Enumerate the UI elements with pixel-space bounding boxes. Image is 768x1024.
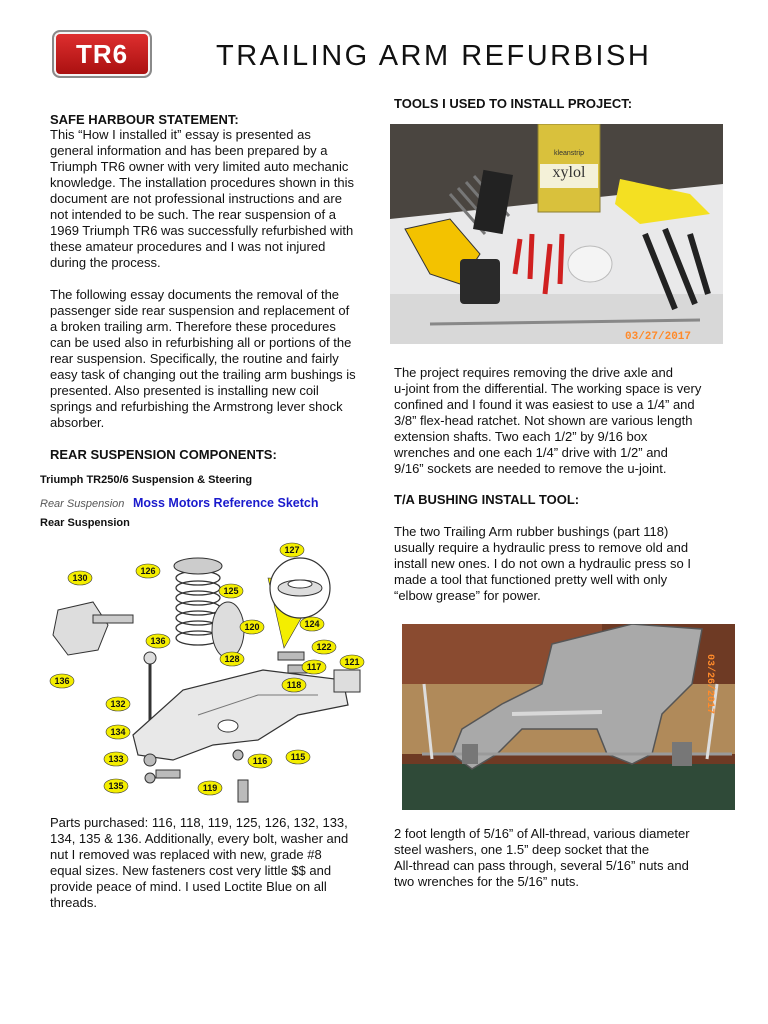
svg-text:125: 125 bbox=[223, 586, 239, 596]
trailing-arm-photo bbox=[402, 624, 735, 810]
svg-text:120: 120 bbox=[244, 622, 260, 632]
text-line: can be used also in refurbishing all or portions of the bbox=[50, 335, 352, 350]
text-line: extension shafts. Two each 1/2” by 9/16 box bbox=[394, 429, 648, 444]
part-label-126 bbox=[136, 564, 160, 578]
svg-text:115: 115 bbox=[290, 752, 306, 762]
text-line: threads. bbox=[50, 895, 97, 910]
safe-harbour-text bbox=[50, 127, 378, 271]
svg-text:130: 130 bbox=[72, 573, 88, 583]
part-label-115 bbox=[286, 750, 310, 764]
page-title: TRAILING ARM REFURBISH bbox=[216, 40, 652, 72]
part-label-136 bbox=[146, 634, 170, 648]
text-line: these amateur procedures and I was not injured bbox=[50, 239, 326, 254]
text-line: The two Trailing Arm rubber bushings (part 118) bbox=[394, 524, 669, 539]
text-line: presented. Also presented is installing new coil bbox=[50, 383, 319, 398]
sketch-drawing bbox=[38, 530, 378, 810]
moss-reference-label: Moss Motors Reference Sketch bbox=[133, 496, 319, 510]
part-label-118 bbox=[282, 678, 306, 692]
text-line: Parts purchased: 116, 118, 119, 125, 126, 132, 133, bbox=[50, 815, 348, 830]
svg-text:119: 119 bbox=[202, 783, 218, 793]
safe-harbour-heading: SAFE HARBOUR STATEMENT: bbox=[50, 112, 239, 127]
xylol-can-label: xylol bbox=[552, 164, 586, 181]
text-line: u-joint from the differential. The working space is very bbox=[394, 381, 702, 396]
part-label-135 bbox=[104, 779, 128, 793]
text-line: general information and has been prepared by a bbox=[50, 143, 328, 158]
text-line: All-thread can pass through, several 5/16” nuts and bbox=[394, 858, 689, 873]
text-line: confined and I found it was easiest to use a 1/4” and bbox=[394, 397, 695, 412]
text-line: springs and refurbishing the Armstrong lever shock bbox=[50, 399, 343, 414]
all-thread-text bbox=[394, 826, 723, 890]
svg-text:134: 134 bbox=[110, 727, 126, 737]
text-line: install new ones. I do not own a hydraulic press so I bbox=[394, 556, 691, 571]
sketch-title: Triumph TR250/6 Suspension & Steering bbox=[40, 474, 253, 486]
arm-photo-date-stamp: 03/26/2017 bbox=[704, 654, 715, 715]
text-line: wrenches and one each 1/4” drive with 1/2” and bbox=[394, 445, 668, 460]
svg-text:132: 132 bbox=[110, 699, 126, 709]
tools-heading: TOOLS I USED TO INSTALL PROJECT: bbox=[394, 96, 633, 111]
part-label-128 bbox=[220, 652, 244, 666]
svg-text:117: 117 bbox=[306, 662, 322, 672]
text-line: not intended to be such. The rear suspension of a bbox=[50, 207, 336, 222]
svg-text:133: 133 bbox=[108, 754, 124, 764]
svg-text:126: 126 bbox=[140, 566, 156, 576]
bushing-tool-text bbox=[394, 524, 723, 604]
text-line: during the process. bbox=[50, 255, 161, 270]
text-line: The following essay documents the removal of the bbox=[50, 287, 340, 302]
text-line: two wrenches for the 5/16” nuts. bbox=[394, 874, 579, 889]
part-label-117 bbox=[302, 660, 326, 674]
part-label-127 bbox=[280, 543, 304, 557]
text-line: 9/16” sockets are needed to remove the u-joint. bbox=[394, 461, 667, 476]
text-line: absorber. bbox=[50, 415, 105, 430]
svg-text:122: 122 bbox=[316, 642, 332, 652]
text-line: easy task of changing out the trailing arm bushings is bbox=[50, 367, 356, 382]
following-essay-text bbox=[50, 287, 378, 431]
text-line: made a tool that functioned pretty well with only bbox=[394, 572, 668, 587]
part-label-124 bbox=[300, 617, 324, 631]
sketch-subtitle: Rear Suspension bbox=[40, 498, 125, 510]
part-label-132 bbox=[106, 697, 130, 711]
part-label-130 bbox=[68, 571, 92, 585]
text-line: usually require a hydraulic press to remove old and bbox=[394, 540, 689, 555]
svg-text:116: 116 bbox=[252, 756, 268, 766]
text-line: 2 foot length of 5/16” of All-thread, various diameter bbox=[394, 826, 690, 841]
text-line: document are not professional instructions and are bbox=[50, 191, 342, 206]
text-line: 1969 Triumph TR6 was successfully refurbished with bbox=[50, 223, 354, 238]
text-line: Triumph TR6 owner with very limited auto mechanic bbox=[50, 159, 349, 174]
parts-purchased-text bbox=[50, 815, 378, 911]
svg-text:121: 121 bbox=[344, 657, 360, 667]
text-line: equal sizes. New fasteners cost very little $$ and bbox=[50, 863, 332, 878]
text-line: This “How I installed it” essay is presented as bbox=[50, 127, 311, 142]
text-line: nut I removed was replaced with new, grade #8 bbox=[50, 847, 322, 862]
text-line: steel washers, one 1.5” deep socket that the bbox=[394, 842, 650, 857]
components-heading: REAR SUSPENSION COMPONENTS: bbox=[50, 447, 277, 462]
svg-text:128: 128 bbox=[224, 654, 240, 664]
photo-date-stamp: 03/27/2017 bbox=[625, 331, 692, 343]
part-label-119 bbox=[198, 781, 222, 795]
text-line: 134, 135 & 136. Additionally, every bolt, washer and bbox=[50, 831, 349, 846]
part-label-125 bbox=[219, 584, 243, 598]
tools-photo bbox=[390, 124, 723, 344]
svg-text:136: 136 bbox=[54, 676, 70, 686]
part-label-134 bbox=[106, 725, 130, 739]
svg-text:127: 127 bbox=[284, 545, 300, 555]
part-label-133 bbox=[104, 752, 128, 766]
part-label-122 bbox=[312, 640, 336, 654]
text-line: passenger side rear suspension and replacement of bbox=[50, 303, 350, 318]
svg-text:124: 124 bbox=[304, 619, 320, 629]
part-label-120 bbox=[240, 620, 264, 634]
logo-text: TR6 bbox=[75, 38, 129, 69]
text-line: “elbow grease” for power. bbox=[394, 588, 541, 603]
tr6-logo bbox=[52, 30, 152, 78]
part-label-136b bbox=[50, 674, 74, 688]
svg-text:118: 118 bbox=[286, 680, 302, 690]
part-label-116 bbox=[248, 754, 272, 768]
svg-text:136: 136 bbox=[150, 636, 166, 646]
text-line: rear suspension. Specifically, the routine and fairly bbox=[50, 351, 339, 366]
part-label-121 bbox=[340, 655, 364, 669]
trailing-arm-photo-drawing bbox=[402, 624, 735, 810]
suspension-sketch bbox=[38, 470, 378, 810]
text-line: knowledge. The installation procedures shown in this bbox=[50, 175, 354, 190]
text-line: The project requires removing the drive axle and bbox=[394, 365, 673, 380]
svg-text:135: 135 bbox=[108, 781, 124, 791]
xylol-can-brand: kleanstrip bbox=[554, 150, 584, 157]
text-line: a broken trailing arm. Therefore these procedures bbox=[50, 319, 336, 334]
bushing-tool-heading: T/A BUSHING INSTALL TOOL: bbox=[394, 492, 580, 507]
text-line: 3/8” flex-head ratchet. Not shown are various length bbox=[394, 413, 693, 428]
project-text bbox=[394, 365, 723, 477]
tools-photo-drawing bbox=[390, 124, 723, 344]
text-line: provide peace of mind. I used Loctite Blue on all bbox=[50, 879, 327, 894]
sketch-section-label: Rear Suspension bbox=[40, 517, 130, 529]
